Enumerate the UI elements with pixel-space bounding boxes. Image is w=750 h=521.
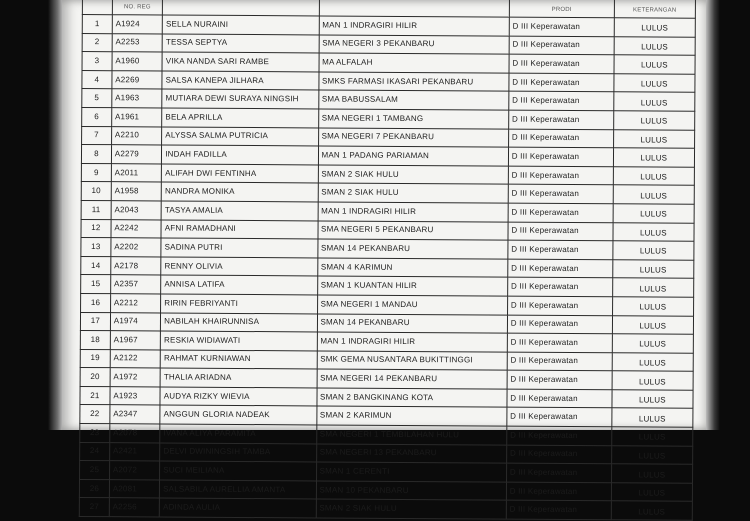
cell-reg: A1924 <box>112 15 163 34</box>
cell-reg: A1960 <box>112 52 163 71</box>
cell-keterangan: LULUS <box>611 501 692 520</box>
cell-no: 4 <box>82 70 112 89</box>
cell-reg: A1961 <box>111 108 162 127</box>
cell-name: BELA APRILLA <box>162 108 318 128</box>
cell-reg: A2072 <box>109 461 160 480</box>
cell-no: 3 <box>82 52 112 71</box>
cell-name: NANDRA MONIKA <box>161 182 317 202</box>
cell-reg: A2253 <box>112 33 163 52</box>
cell-reg: A2043 <box>111 201 162 220</box>
cell-name: ANNISA LATIFA <box>161 275 317 295</box>
cell-school: SMAN 1 CERENTI <box>316 462 506 482</box>
cell-name: ALIFAH DWI FENTINHA <box>162 164 318 184</box>
cell-name: DELVI DWININGSIH TAMBA <box>160 443 316 463</box>
cell-name: ADINDA AULIA <box>159 498 315 518</box>
cell-reg: A2202 <box>111 238 162 257</box>
cell-no: 17 <box>80 312 110 331</box>
cell-keterangan: LULUS <box>614 55 695 74</box>
cell-no: 16 <box>81 293 111 312</box>
cell-prodi: D III Keperawatan <box>507 296 612 315</box>
cell-reg: A1972 <box>110 368 161 387</box>
cell-name: ALYSSA SALMA PUTRICIA <box>162 127 318 147</box>
cell-keterangan: LULUS <box>613 185 694 204</box>
cell-reg: A2347 <box>110 405 161 424</box>
cell-school: SMKS FARMASI IKASARI PEKANBARU <box>318 72 508 92</box>
cell-name: SELLA NURAINI <box>162 15 318 35</box>
cell-prodi: D III Keperawatan <box>508 166 613 185</box>
cell-school: SMA NEGERI 14 PEKANBARU <box>317 369 507 389</box>
cell-keterangan: LULUS <box>614 36 695 55</box>
cell-school: SMAN 4 KARIMUN <box>317 258 507 278</box>
cell-school: SMAN 2 BANGKINANG KOTA <box>316 388 506 408</box>
cell-keterangan: LULUS <box>611 483 692 502</box>
cell-no: 25 <box>80 461 110 480</box>
cell-no: 11 <box>81 200 111 219</box>
cell-keterangan: LULUS <box>613 148 694 167</box>
cell-prodi: D III Keperawatan <box>508 147 613 166</box>
cell-keterangan: LULUS <box>612 278 693 297</box>
cell-school: MA ALFALAH <box>319 53 509 73</box>
cell-name: VIKA NANDA SARI RAMBE <box>162 52 318 72</box>
cell-keterangan: LULUS <box>613 111 694 130</box>
cell-keterangan: LULUS <box>612 334 693 353</box>
cell-school: SMA NEGERI 1 MANDAU <box>317 295 507 315</box>
cell-no: 9 <box>81 163 111 182</box>
cell-keterangan: LULUS <box>612 259 693 278</box>
cell-prodi: D III Keperawatan <box>508 240 613 259</box>
cell-keterangan: LULUS <box>614 74 695 93</box>
cell-prodi: D III Keperawatan <box>509 73 614 92</box>
cell-prodi: D III Keperawatan <box>509 91 614 110</box>
cell-keterangan: LULUS <box>611 427 692 446</box>
cell-reg: A1958 <box>111 182 162 201</box>
cell-no: 14 <box>81 256 111 275</box>
cell-name: SALSABILA AURELLIA AMANTA <box>160 480 316 500</box>
cell-no: 20 <box>80 368 110 387</box>
cell-prodi: D III Keperawatan <box>506 463 611 482</box>
cell-keterangan: LULUS <box>612 408 693 427</box>
header-keterangan: KETERANGAN <box>614 0 695 18</box>
header-name <box>163 0 319 16</box>
cell-reg: A2078 <box>110 424 161 443</box>
cell-no: 19 <box>80 349 110 368</box>
cell-school: MAN 1 INDRAGIRI HILIR <box>317 332 507 352</box>
cell-keterangan: LULUS <box>612 297 693 316</box>
cell-prodi: D III Keperawatan <box>508 184 613 203</box>
cell-prodi: D III Keperawatan <box>507 426 612 445</box>
cell-school: SMAN 2 SIAK HULU <box>318 165 508 185</box>
cell-reg: A2279 <box>111 145 162 164</box>
cell-keterangan: LULUS <box>612 390 693 409</box>
cell-name: RENNY OLIVIA <box>161 257 317 277</box>
cell-no: 12 <box>81 219 111 238</box>
cell-reg: A2421 <box>109 442 160 461</box>
cell-school: SMA NEGERI 3 PEKANBARU <box>319 35 509 55</box>
cell-reg: A2081 <box>109 480 160 499</box>
cell-name: AFNI RAMADHANI <box>161 220 317 240</box>
cell-school: SMAN 2 SIAK HULU <box>318 183 508 203</box>
cell-no: 27 <box>79 498 109 517</box>
cell-no: 10 <box>81 182 111 201</box>
cell-school: SMAN 14 PEKANBARU <box>317 313 507 333</box>
cell-keterangan: LULUS <box>611 464 692 483</box>
cell-prodi: D III Keperawatan <box>509 54 614 73</box>
cell-no: 5 <box>82 89 112 108</box>
cell-school: SMA NEGERI 1 TEMBILAHAN HULU <box>316 425 506 445</box>
cell-prodi: D III Keperawatan <box>507 389 612 408</box>
cell-reg: A2357 <box>110 275 161 294</box>
cell-school: SMA NEGERI 5 PEKANBARU <box>318 220 508 240</box>
cell-no: 21 <box>80 386 110 405</box>
cell-keterangan: LULUS <box>612 371 693 390</box>
cell-prodi: D III Keperawatan <box>506 501 611 520</box>
cell-school: SMAN 14 PEKANBARU <box>317 239 507 259</box>
cell-prodi: D III Keperawatan <box>507 277 612 296</box>
cell-reg: A1967 <box>110 331 161 350</box>
cell-keterangan: LULUS <box>612 315 693 334</box>
cell-name: TESSA SEPTYA <box>162 34 318 54</box>
cell-keterangan: LULUS <box>613 241 694 260</box>
cell-prodi: D III Keperawatan <box>507 333 612 352</box>
cell-no: 24 <box>80 442 110 461</box>
cell-school: SMAN 1 KUANTAN HILIR <box>317 276 507 296</box>
cell-reg: A2122 <box>110 349 161 368</box>
cell-prodi: D III Keperawatan <box>509 17 614 36</box>
header-no <box>82 0 112 15</box>
cell-no: 18 <box>80 331 110 350</box>
cell-name: SALSA KANEPA JILHARA <box>162 71 318 91</box>
header-prodi: PRODI <box>509 0 614 18</box>
cell-name: ANGGUN GLORIA NADEAK <box>160 405 316 425</box>
cell-name: SADINA PUTRI <box>161 238 317 258</box>
cell-no: 22 <box>80 405 110 424</box>
cell-reg: A1963 <box>112 89 163 108</box>
cell-reg: A1923 <box>110 387 161 406</box>
cell-name: THALIA ARIADNA <box>160 368 316 388</box>
cell-school: MAN 1 INDRAGIRI HILIR <box>319 16 509 36</box>
cell-name: RESKIA WIDIAWATI <box>161 331 317 351</box>
cell-prodi: D III Keperawatan <box>508 203 613 222</box>
cell-no: 2 <box>82 33 112 52</box>
cell-no: 7 <box>82 126 112 145</box>
cell-keterangan: LULUS <box>613 204 694 223</box>
cell-no: 26 <box>79 479 109 498</box>
cell-school: SMK GEMA NUSANTARA BUKITTINGGI <box>317 351 507 371</box>
cell-prodi: D III Keperawatan <box>508 222 613 241</box>
cell-name: IVANA ALIYA PARAMITA <box>160 424 316 444</box>
cell-reg: A1974 <box>110 312 161 331</box>
graduation-results-table <box>79 0 696 521</box>
cell-school: MAN 1 PADANG PARIAMAN <box>318 146 508 166</box>
cell-keterangan: LULUS <box>613 222 694 241</box>
cell-name: NABILAH KHAIRUNNISA <box>161 312 317 332</box>
cell-reg: A2210 <box>111 126 162 145</box>
cell-prodi: D III Keperawatan <box>506 445 611 464</box>
header-reg: NO. REG <box>112 0 163 15</box>
cell-keterangan: LULUS <box>611 445 692 464</box>
cell-name: AUDYA RIZKY WIEVIA <box>160 387 316 407</box>
cell-reg: A2011 <box>111 163 162 182</box>
cell-school: MAN 1 INDRAGIRI HILIR <box>318 202 508 222</box>
cell-prodi: D III Keperawatan <box>507 352 612 371</box>
cell-prodi: D III Keperawatan <box>508 110 613 129</box>
cell-school: SMA BABUSSALAM <box>318 90 508 110</box>
cell-reg: A2212 <box>110 294 161 313</box>
cell-name: RIRIN FEBRIYANTI <box>161 294 317 314</box>
cell-prodi: D III Keperawatan <box>509 36 614 55</box>
cell-keterangan: LULUS <box>613 129 694 148</box>
cell-no: 6 <box>82 107 112 126</box>
cell-keterangan: LULUS <box>613 166 694 185</box>
cell-no: 8 <box>81 145 111 164</box>
cell-name: MUTIARA DEWI SURAYA NINGSIH <box>162 89 318 109</box>
cell-no: 13 <box>81 238 111 257</box>
table-row <box>79 498 692 520</box>
cell-no: 23 <box>80 424 110 443</box>
cell-reg: A2269 <box>112 70 163 89</box>
photo-right-edge <box>706 0 720 430</box>
cell-name: TASYA AMALIA <box>161 201 317 221</box>
cell-prodi: D III Keperawatan <box>506 482 611 501</box>
cell-school: SMA NEGERI 1 TAMBANG <box>318 109 508 129</box>
cell-keterangan: LULUS <box>614 18 695 37</box>
header-school <box>319 0 509 17</box>
cell-keterangan: LULUS <box>612 352 693 371</box>
cell-keterangan: LULUS <box>613 92 694 111</box>
cell-reg: A2178 <box>111 256 162 275</box>
cell-prodi: D III Keperawatan <box>507 408 612 427</box>
cell-school: SMAN 2 SIAK HULU <box>316 499 506 519</box>
cell-prodi: D III Keperawatan <box>507 315 612 334</box>
cell-prodi: D III Keperawatan <box>507 370 612 389</box>
cell-reg: A2256 <box>109 498 160 517</box>
cell-school: SMAN 2 KARIMUN <box>316 406 506 426</box>
cell-reg: A2242 <box>111 219 162 238</box>
cell-name: INDAH FADILLA <box>162 145 318 165</box>
cell-school: SMA NEGERI 7 PEKANBARU <box>318 128 508 148</box>
cell-school: SMA NEGERI 13 PEKANBARU <box>316 444 506 464</box>
cell-name: RAHMAT KURNIAWAN <box>160 350 316 370</box>
cell-prodi: D III Keperawatan <box>508 259 613 278</box>
cell-no: 1 <box>82 15 112 34</box>
cell-name: SUCI MEILIANA <box>160 461 316 481</box>
cell-prodi: D III Keperawatan <box>508 129 613 148</box>
cell-no: 15 <box>81 275 111 294</box>
cell-school: SMAN 10 PEKANBARU <box>316 481 506 501</box>
